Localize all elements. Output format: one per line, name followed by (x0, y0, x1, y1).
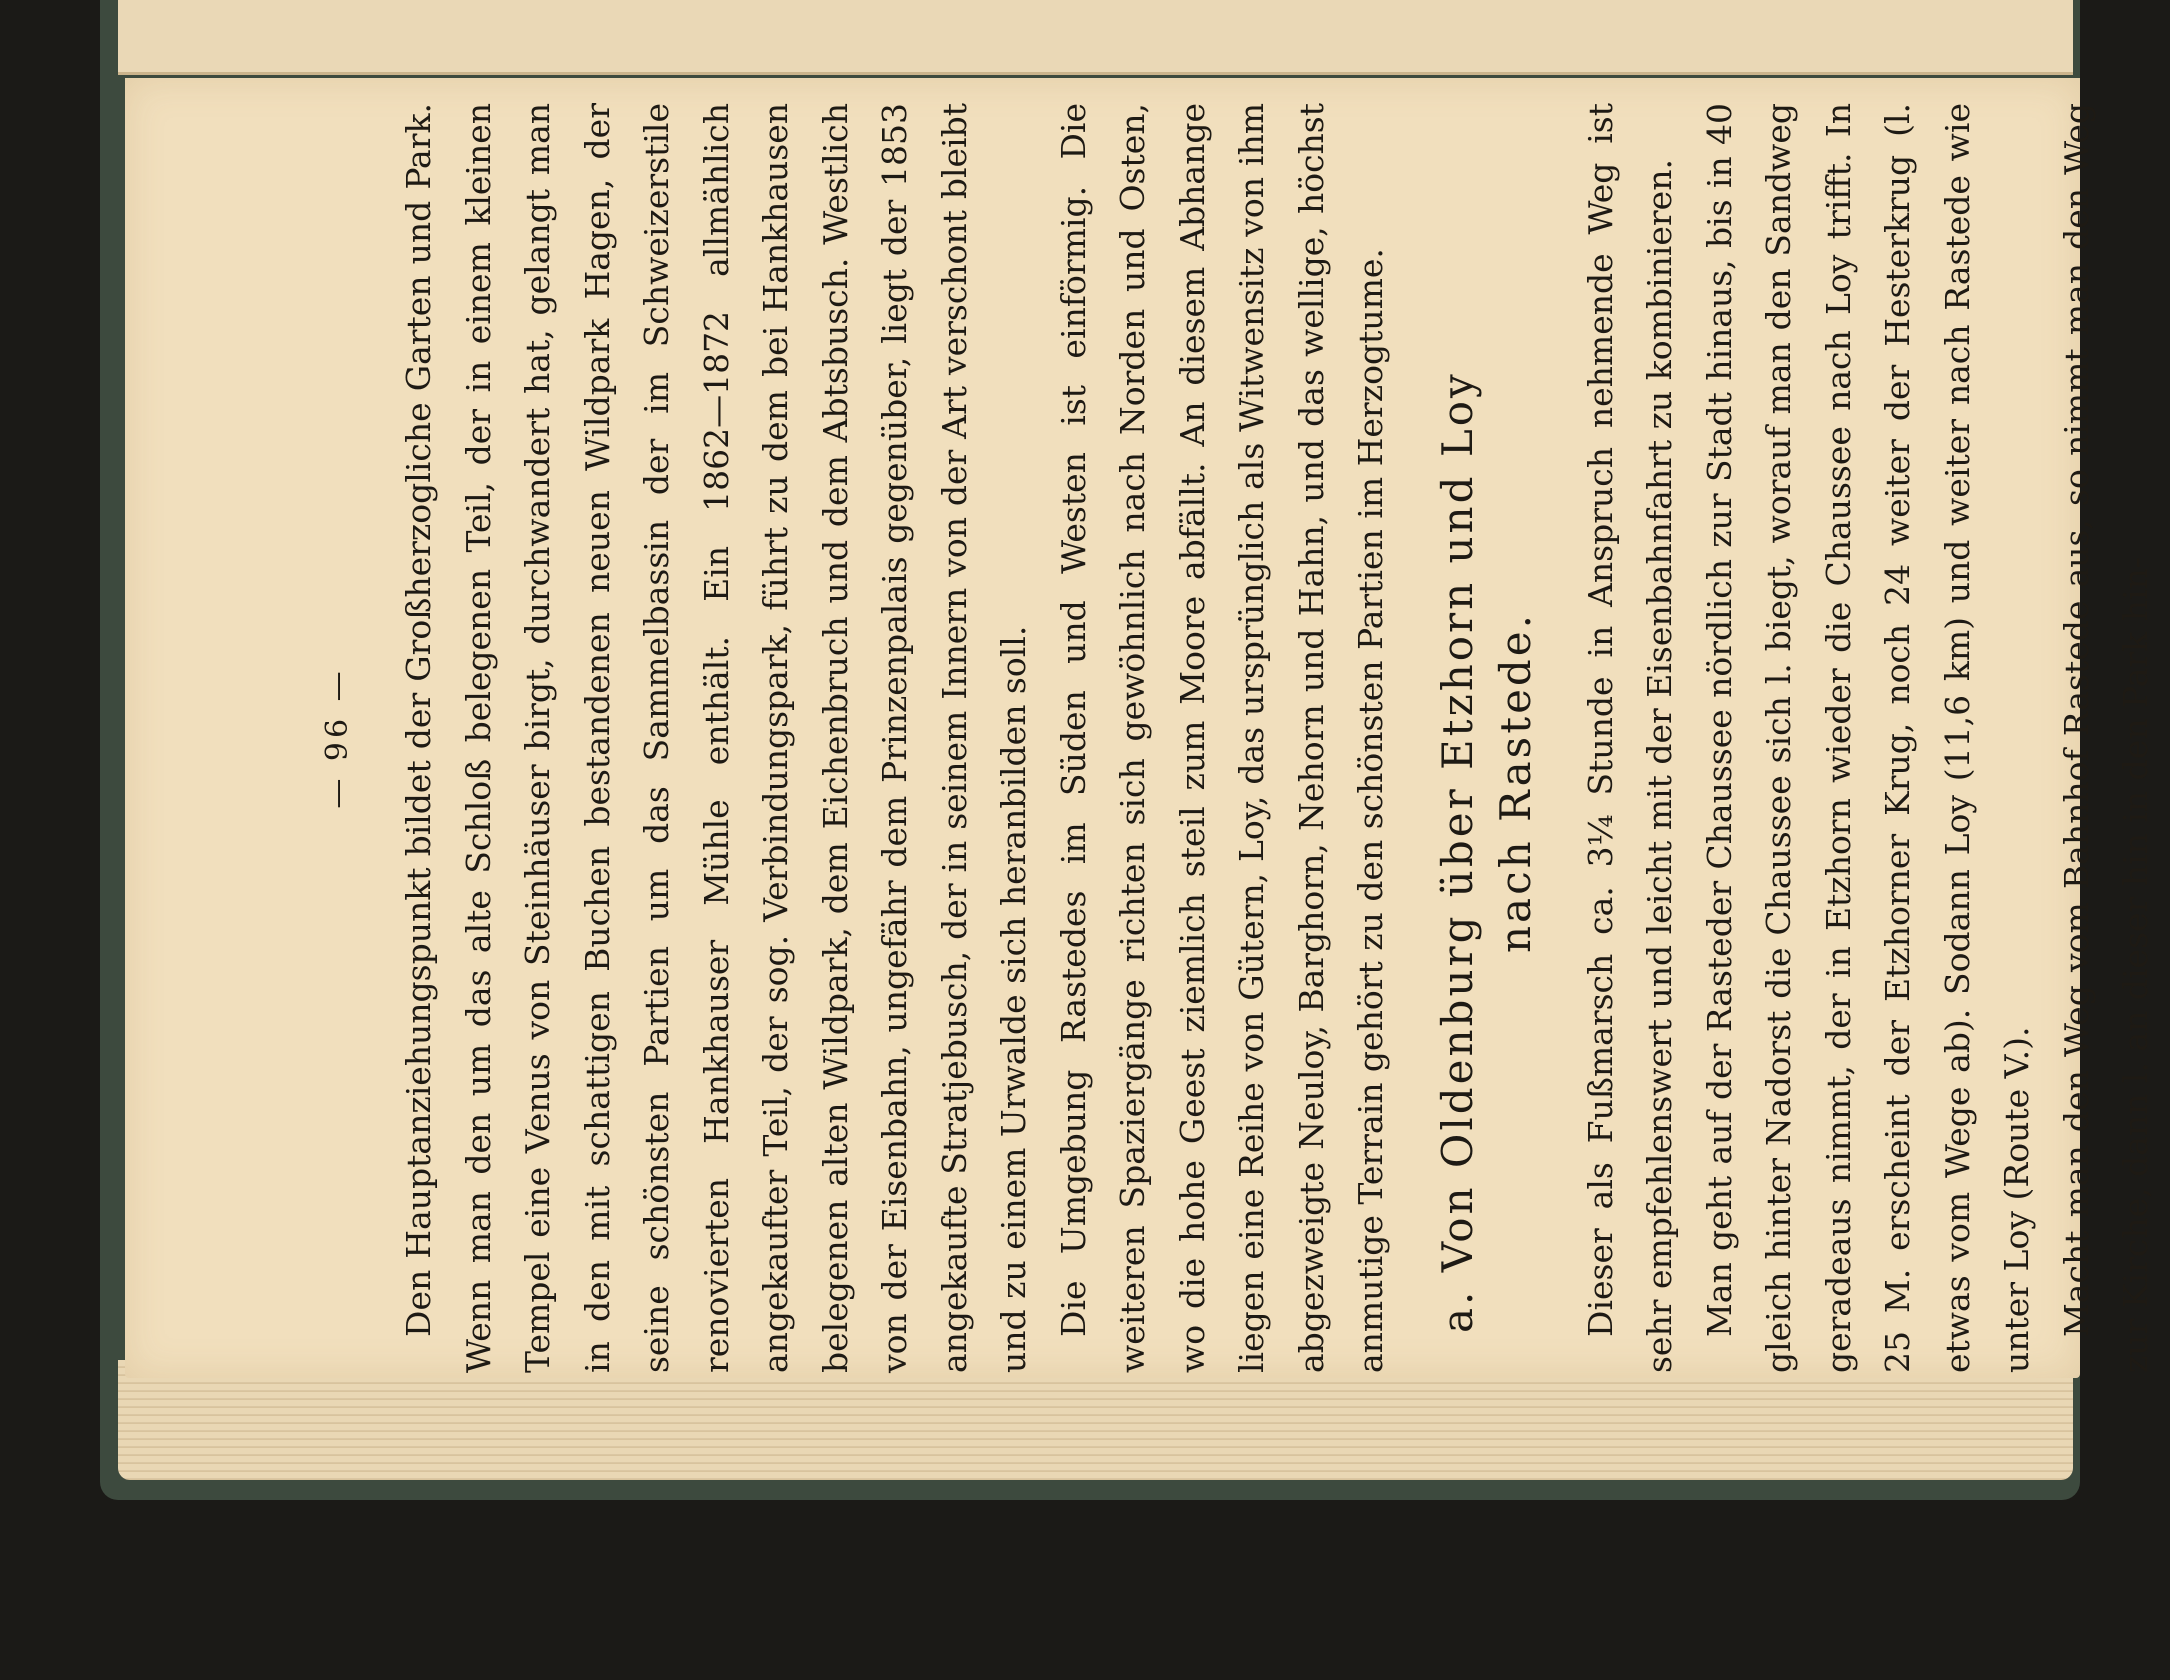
paragraph-park: Den Hauptanziehungspunkt bildet der Großherzogliche Garten und Park. Wenn man den um das alte Schloß belegenen Teil, der in einem kleinen Tempel eine Venus von Steinhäuser birgt, durchwandert hat, gelangt man in den mit schattigen Buchen bestandenen neuen Wildpark Hagen, der seine schönsten Partien um das Sammelbassin der im Schweizerstile renovierten Hankhauser Mühle enthält. Ein 1862—1872 allmählich angekaufter Teil, der sog. Verbindungspark, führt zu dem bei Hankhausen belegenen alten Wildpark, dem Eichenbruch und dem Abtsbusch. Westlich von der Eisenbahn, ungefähr dem Prinzenpalais gegenüber, liegt der 1853 angekaufte Stratjebusch, der in seinem Innern von der Art verschont bleibt und zu einem Urwalde sich heranbilden soll. (399, 103, 1033, 1373)
paragraph-surroundings: Die Umgebung Rastedes im Süden und Westen ist einförmig. Die weiteren Spaziergänge richten sich gewöhnlich nach Norden und Osten, wo die hohe Geest ziemlich steil zum Moore abfällt. An diesem Abhange liegen eine Reihe von Gütern, Loy, das ursprünglich als Witwensitz von ihm abgezweigte Neuloy, Barghorn, Nehorn und Hahn, und das wellige, höchst anmutige Terrain gehört zu den schönsten Partien im Herzogtume. (1053, 103, 1390, 1373)
section-heading-line2: nach Rastede. (1490, 611, 1540, 953)
paragraph-route-from-station: Macht man den Weg vom Bahnhof Rastede aus, so nimmt man den Weg zur Kirche, dann l. an dieser hin in den Park hin- (2056, 103, 2155, 1373)
previous-page-edge (118, 0, 2073, 75)
page-number: — 96 — (320, 667, 355, 809)
rotated-text-block (320, 103, 2155, 1373)
book-page (125, 78, 2155, 1378)
page-edges (118, 1360, 2073, 1480)
section-heading-line1: a. Von Oldenburg über Etzhorn und Loy (1432, 371, 1482, 1333)
paragraph-route-intro: Dieser als Fußmarsch ca. 3¼ Stunde in Anspruch nehmende Weg ist sehr empfehlenswert und leicht mit der Eisenbahnfahrt zu kombinieren. (1580, 103, 1679, 1373)
paragraph-route-description: Man geht auf der Rasteder Chaussee nördlich zur Stadt hinaus, bis in 40 gleich hinter Nadorst die Chaussee sich l. biegt, worauf man den Sandweg geradeaus nimmt, der in Etzhorn wieder die Chaussee nach Loy trifft. In 25 M. erscheint der Etzhorner Krug, noch 24 weiter der Hesterkrug (l. etwas vom Wege ab). Sodann Loy (11,6 km) und weiter nach Rastede wie unter Loy (Route V.). (1699, 103, 2036, 1373)
section-heading (1429, 103, 1545, 1333)
